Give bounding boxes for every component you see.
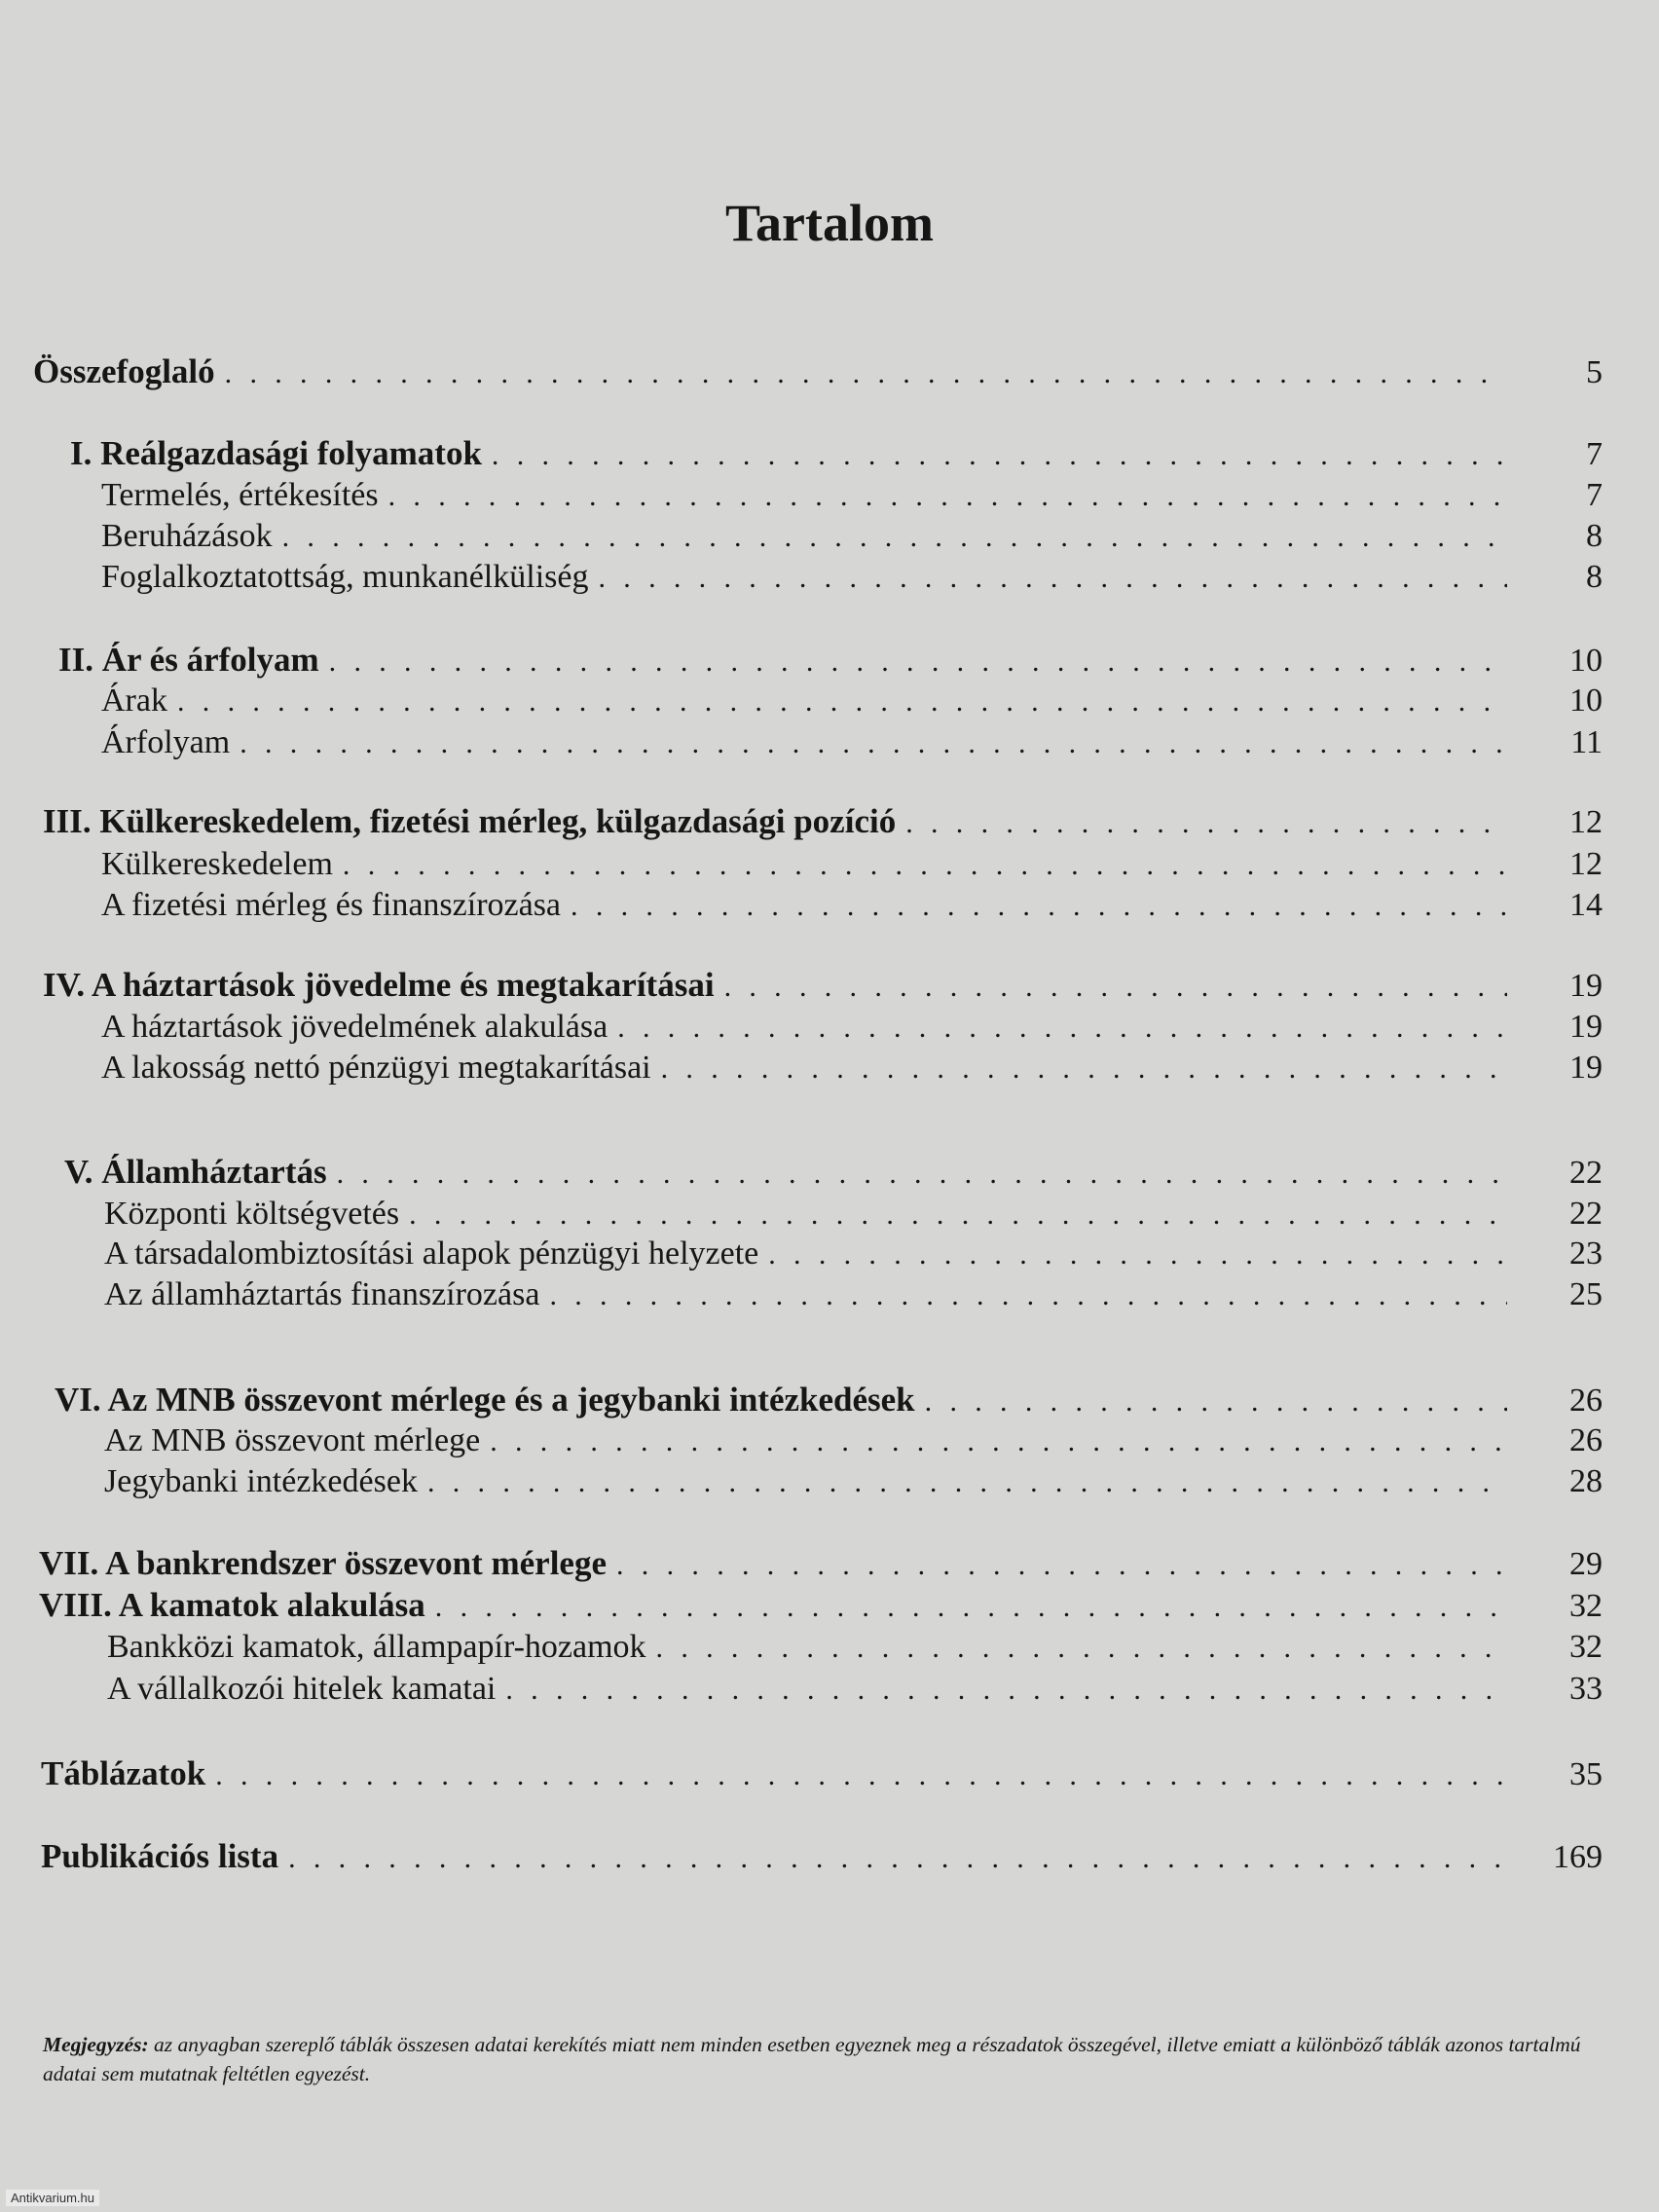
dot-leader	[379, 475, 1507, 518]
dot-leader	[607, 1544, 1507, 1587]
toc-page-number: 12	[1569, 804, 1603, 840]
toc-page-number: 33	[1569, 1671, 1603, 1707]
dot-leader	[539, 1274, 1507, 1317]
toc-page-number: 5	[1586, 354, 1603, 390]
toc-entry-arfolyam[interactable]	[101, 721, 1603, 764]
toc-page-number: 10	[1569, 643, 1603, 679]
toc-page-number: 169	[1553, 1839, 1603, 1875]
dot-leader	[915, 1381, 1507, 1423]
toc-label: Árfolyam	[101, 724, 231, 760]
dot-leader	[588, 557, 1507, 600]
dot-leader	[646, 1627, 1507, 1670]
toc-page-number: 23	[1569, 1235, 1603, 1272]
toc-label: Központi költségvetés	[104, 1196, 400, 1232]
toc-page-number: 35	[1569, 1756, 1603, 1792]
dot-leader	[273, 516, 1507, 559]
dot-leader	[758, 1234, 1507, 1276]
toc-entry-section-2[interactable]	[58, 639, 1603, 682]
toc-page-number: 7	[1586, 436, 1603, 472]
toc-label: Foglalkoztatottság, munkanélküliség	[101, 559, 589, 595]
toc-entry-termeles[interactable]	[101, 474, 1603, 517]
toc-page-number: 32	[1569, 1588, 1603, 1624]
toc-page-number: 19	[1569, 1009, 1603, 1045]
toc-label: VI. Az MNB összevont mérlege és a jegybanki intézkedések	[55, 1381, 915, 1419]
toc-label: VII. A bankrendszer összevont mérlege	[39, 1544, 607, 1582]
toc-label: Külkereskedelem	[101, 846, 333, 882]
dot-leader	[418, 1461, 1507, 1504]
toc-label: A háztartások jövedelmének alakulása	[101, 1009, 608, 1045]
toc-label: Beruházások	[101, 518, 273, 554]
toc-entry-vallalkozoi-hitelek[interactable]	[107, 1668, 1603, 1711]
toc-label: Bankközi kamatok, állampapír-hozamok	[107, 1629, 646, 1665]
toc-entry-beruhazasok[interactable]	[101, 515, 1603, 558]
toc-label: Az államháztartás finanszírozása	[104, 1276, 540, 1312]
toc-page-number: 14	[1569, 887, 1603, 923]
toc-label: VIII. A kamatok alakulása	[39, 1586, 425, 1624]
toc-page-number: 26	[1569, 1422, 1603, 1458]
dot-leader	[480, 1420, 1507, 1463]
toc-page-number: 10	[1569, 682, 1603, 719]
footnote-text: az anyagban szereplő táblák összesen adatai kerekítés miatt nem minden esetben egyeznek meg a részadatok összegével, illetve emiatt a különböző táblák azonos tartalmú adatai sem mutatnak feltétlen egyezést.	[43, 2033, 1581, 2085]
toc-entry-lakossag-megtakaritasai[interactable]	[101, 1047, 1603, 1089]
toc-entry-section-6[interactable]	[55, 1379, 1603, 1421]
toc-label: Táblázatok	[41, 1754, 206, 1792]
toc-entry-tablazatok[interactable]	[41, 1752, 1603, 1795]
dot-leader	[319, 641, 1507, 683]
dot-leader	[608, 1007, 1507, 1050]
toc-label: Termelés, értékesítés	[101, 477, 379, 513]
dot-leader	[215, 352, 1507, 395]
dot-leader	[399, 1194, 1507, 1236]
toc-page-number: 28	[1569, 1463, 1603, 1499]
toc-entry-publikacios-lista[interactable]	[41, 1835, 1603, 1878]
toc-label: V. Államháztartás	[64, 1153, 327, 1191]
toc-page-number: 12	[1569, 846, 1603, 882]
toc-page-number: 26	[1569, 1382, 1603, 1419]
toc-label: Publikációs lista	[41, 1837, 279, 1875]
toc-entry-section-4[interactable]	[43, 964, 1603, 1007]
toc-page-number: 25	[1569, 1276, 1603, 1312]
toc-label: Összefoglaló	[33, 352, 215, 390]
toc-entry-section-5[interactable]	[64, 1151, 1603, 1194]
toc-entry-section-1[interactable]	[70, 432, 1603, 475]
dot-leader	[561, 885, 1507, 928]
toc-label: I. Reálgazdasági folyamatok	[70, 434, 482, 472]
toc-page-number: 22	[1569, 1196, 1603, 1232]
toc-entry-osszefoglalo[interactable]	[33, 350, 1603, 393]
toc-entry-fizetesi-merleg[interactable]	[101, 884, 1603, 927]
toc-page-number: 7	[1586, 477, 1603, 513]
dot-leader	[327, 1153, 1507, 1196]
toc-label: A fizetési mérleg és finanszírozása	[101, 887, 562, 923]
toc-page-number: 19	[1569, 1050, 1603, 1086]
toc-entry-arak[interactable]	[101, 680, 1603, 722]
dot-leader	[167, 681, 1507, 723]
dot-leader	[715, 966, 1507, 1009]
toc-page-number: 29	[1569, 1546, 1603, 1582]
dot-leader	[333, 844, 1507, 887]
toc-label: A lakosság nettó pénzügyi megtakarításai	[101, 1050, 651, 1086]
toc-entry-section-8[interactable]	[39, 1584, 1603, 1627]
toc-label: Jegybanki intézkedések	[104, 1463, 418, 1499]
toc-label: A társadalombiztosítási alapok pénzügyi helyzete	[104, 1235, 759, 1272]
toc-entry-bankkozi-kamatok[interactable]	[107, 1626, 1603, 1669]
toc-label: Az MNB összevont mérlege	[104, 1422, 481, 1458]
toc-label: Árak	[101, 682, 167, 719]
toc-page-number: 22	[1569, 1155, 1603, 1191]
toc-entry-mnb-merlege[interactable]	[104, 1419, 1603, 1462]
toc-label: A vállalkozói hitelek kamatai	[107, 1671, 497, 1707]
toc-entry-haztartasok-jovedelme[interactable]	[101, 1006, 1603, 1049]
toc-page-number: 8	[1586, 559, 1603, 595]
footnote-lead: Megjegyzés:	[43, 2033, 149, 2056]
toc-entry-kulkereskedelem[interactable]	[101, 843, 1603, 886]
toc-entry-foglalkoztatottsag[interactable]	[101, 556, 1603, 599]
toc-page-number: 8	[1586, 518, 1603, 554]
toc-page-number: 19	[1569, 968, 1603, 1004]
toc-entry-tarsadalombiztositas[interactable]	[104, 1233, 1603, 1275]
toc-label: II. Ár és árfolyam	[58, 641, 319, 679]
toc-label: IV. A háztartások jövedelme és megtakarításai	[43, 966, 715, 1004]
watermark-logo: Antikvarium.hu	[6, 2190, 99, 2206]
toc-label: III. Külkereskedelem, fizetési mérleg, külgazdasági pozíció	[43, 802, 897, 840]
toc-page-number: 11	[1570, 724, 1603, 760]
toc-entry-allamhaztartas-finanszirozasa[interactable]	[104, 1273, 1603, 1316]
toc-entry-kozponti-koltsegvetes[interactable]	[104, 1193, 1603, 1235]
toc-entry-section-3[interactable]	[43, 800, 1603, 843]
toc-entry-section-7[interactable]	[39, 1542, 1603, 1585]
toc-entry-jegybanki-intezkedesek[interactable]	[104, 1460, 1603, 1503]
page-title: Tartalom	[725, 194, 934, 252]
dot-leader	[496, 1669, 1507, 1712]
dot-leader	[482, 434, 1507, 477]
dot-leader	[205, 1754, 1507, 1797]
dot-leader	[425, 1586, 1507, 1629]
dot-leader	[896, 802, 1507, 845]
dot-leader	[230, 722, 1507, 765]
dot-leader	[278, 1837, 1507, 1880]
dot-leader	[651, 1048, 1507, 1090]
footnote	[43, 2030, 1610, 2088]
toc-page-number: 32	[1569, 1629, 1603, 1665]
